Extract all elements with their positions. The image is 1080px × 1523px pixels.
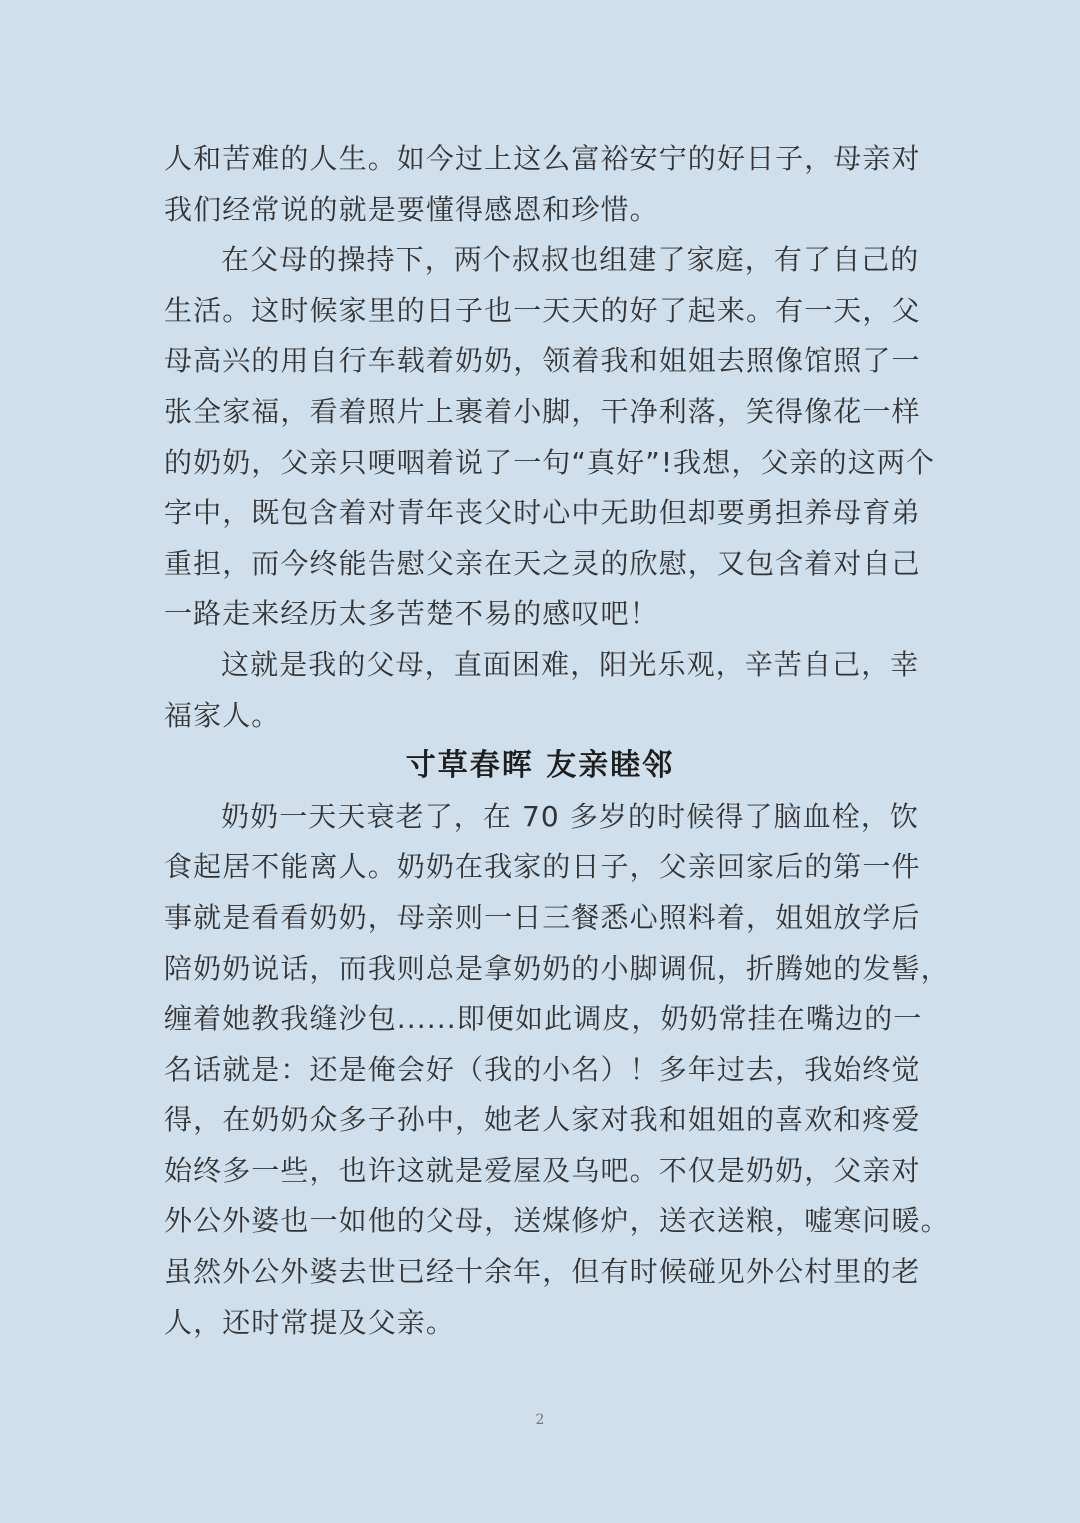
section-heading: 寸草春晖 友亲睦邻 (405, 748, 675, 784)
text-line: 人，还时常提及父亲。 (164, 1305, 456, 1339)
paragraph-4 (164, 792, 950, 1349)
body-text (164, 134, 950, 1348)
text-line: 我们经常说的就是要懂得感恩和珍惜。 (164, 192, 659, 226)
text-line: 的奶奶，父亲只哽咽着说了一句“真好”!我想，父亲的这两个 (164, 445, 936, 479)
text-line: 人和苦难的人生。如今过上这么富裕安宁的好日子，母亲对 (164, 142, 921, 175)
text-line: 奶奶一天天衰老了，在 70 多岁的时候得了脑血栓，饮 (221, 799, 920, 833)
text-line: 重担，而今终能告慰父亲在天之灵的欣慰，又包含着对自己 (164, 546, 921, 580)
text-line: 张全家福，看着照片上裹着小脚，干净利落，笑得像花一样 (164, 394, 921, 428)
text-line: 始终多一些，也许这就是爱屋及乌吧。不仅是奶奶，父亲对 (164, 1153, 921, 1187)
text-line: 食起居不能离人。奶奶在我家的日子，父亲回家后的第一件 (164, 850, 921, 884)
text-line: 字中，既包含着对青年丧父时心中无助但却要勇担养母育弟 (164, 496, 921, 530)
text-line: 虽然外公外婆去世已经十余年，但有时候碰见外公村里的老 (164, 1255, 921, 1289)
text-line: 得，在奶奶众多子孙中，她老人家对我和姐姐的喜欢和疼爱 (164, 1103, 921, 1137)
text-line: 陪奶奶说话，而我则总是拿奶奶的小脚调侃，折腾她的发髻， (164, 951, 950, 985)
text-line: 名话就是：还是俺会好（我的小名）！多年过去，我始终觉 (164, 1052, 921, 1086)
text-line: 福家人。 (164, 698, 281, 732)
text-line: 母高兴的用自行车载着奶奶，领着我和姐姐去照像馆照了一 (164, 344, 921, 378)
paragraph-1 (164, 134, 921, 235)
paragraph-2 (164, 235, 936, 640)
text-line: 这就是我的父母，直面困难，阳光乐观，辛苦自己，幸 (221, 647, 920, 681)
text-line: 事就是看看奶奶，母亲则一日三餐悉心照料着，姐姐放学后 (164, 900, 921, 934)
text-line: 缠着她教我缝沙包......即便如此调皮，奶奶常挂在嘴边的一 (164, 1002, 923, 1036)
page-number: 2 (535, 1412, 545, 1428)
text-line: 外公外婆也一如他的父母，送煤修炉，送衣送粮，嘘寒问暖。 (164, 1204, 950, 1238)
text-line: 生活。这时候家里的日子也一天天的好了起来。有一天，父 (164, 293, 921, 327)
text-line: 一路走来经历太多苦楚不易的感叹吧！ (164, 597, 659, 631)
paragraph-3 (164, 640, 920, 741)
text-line: 在父母的操持下，两个叔叔也组建了家庭，有了自己的 (221, 243, 920, 277)
